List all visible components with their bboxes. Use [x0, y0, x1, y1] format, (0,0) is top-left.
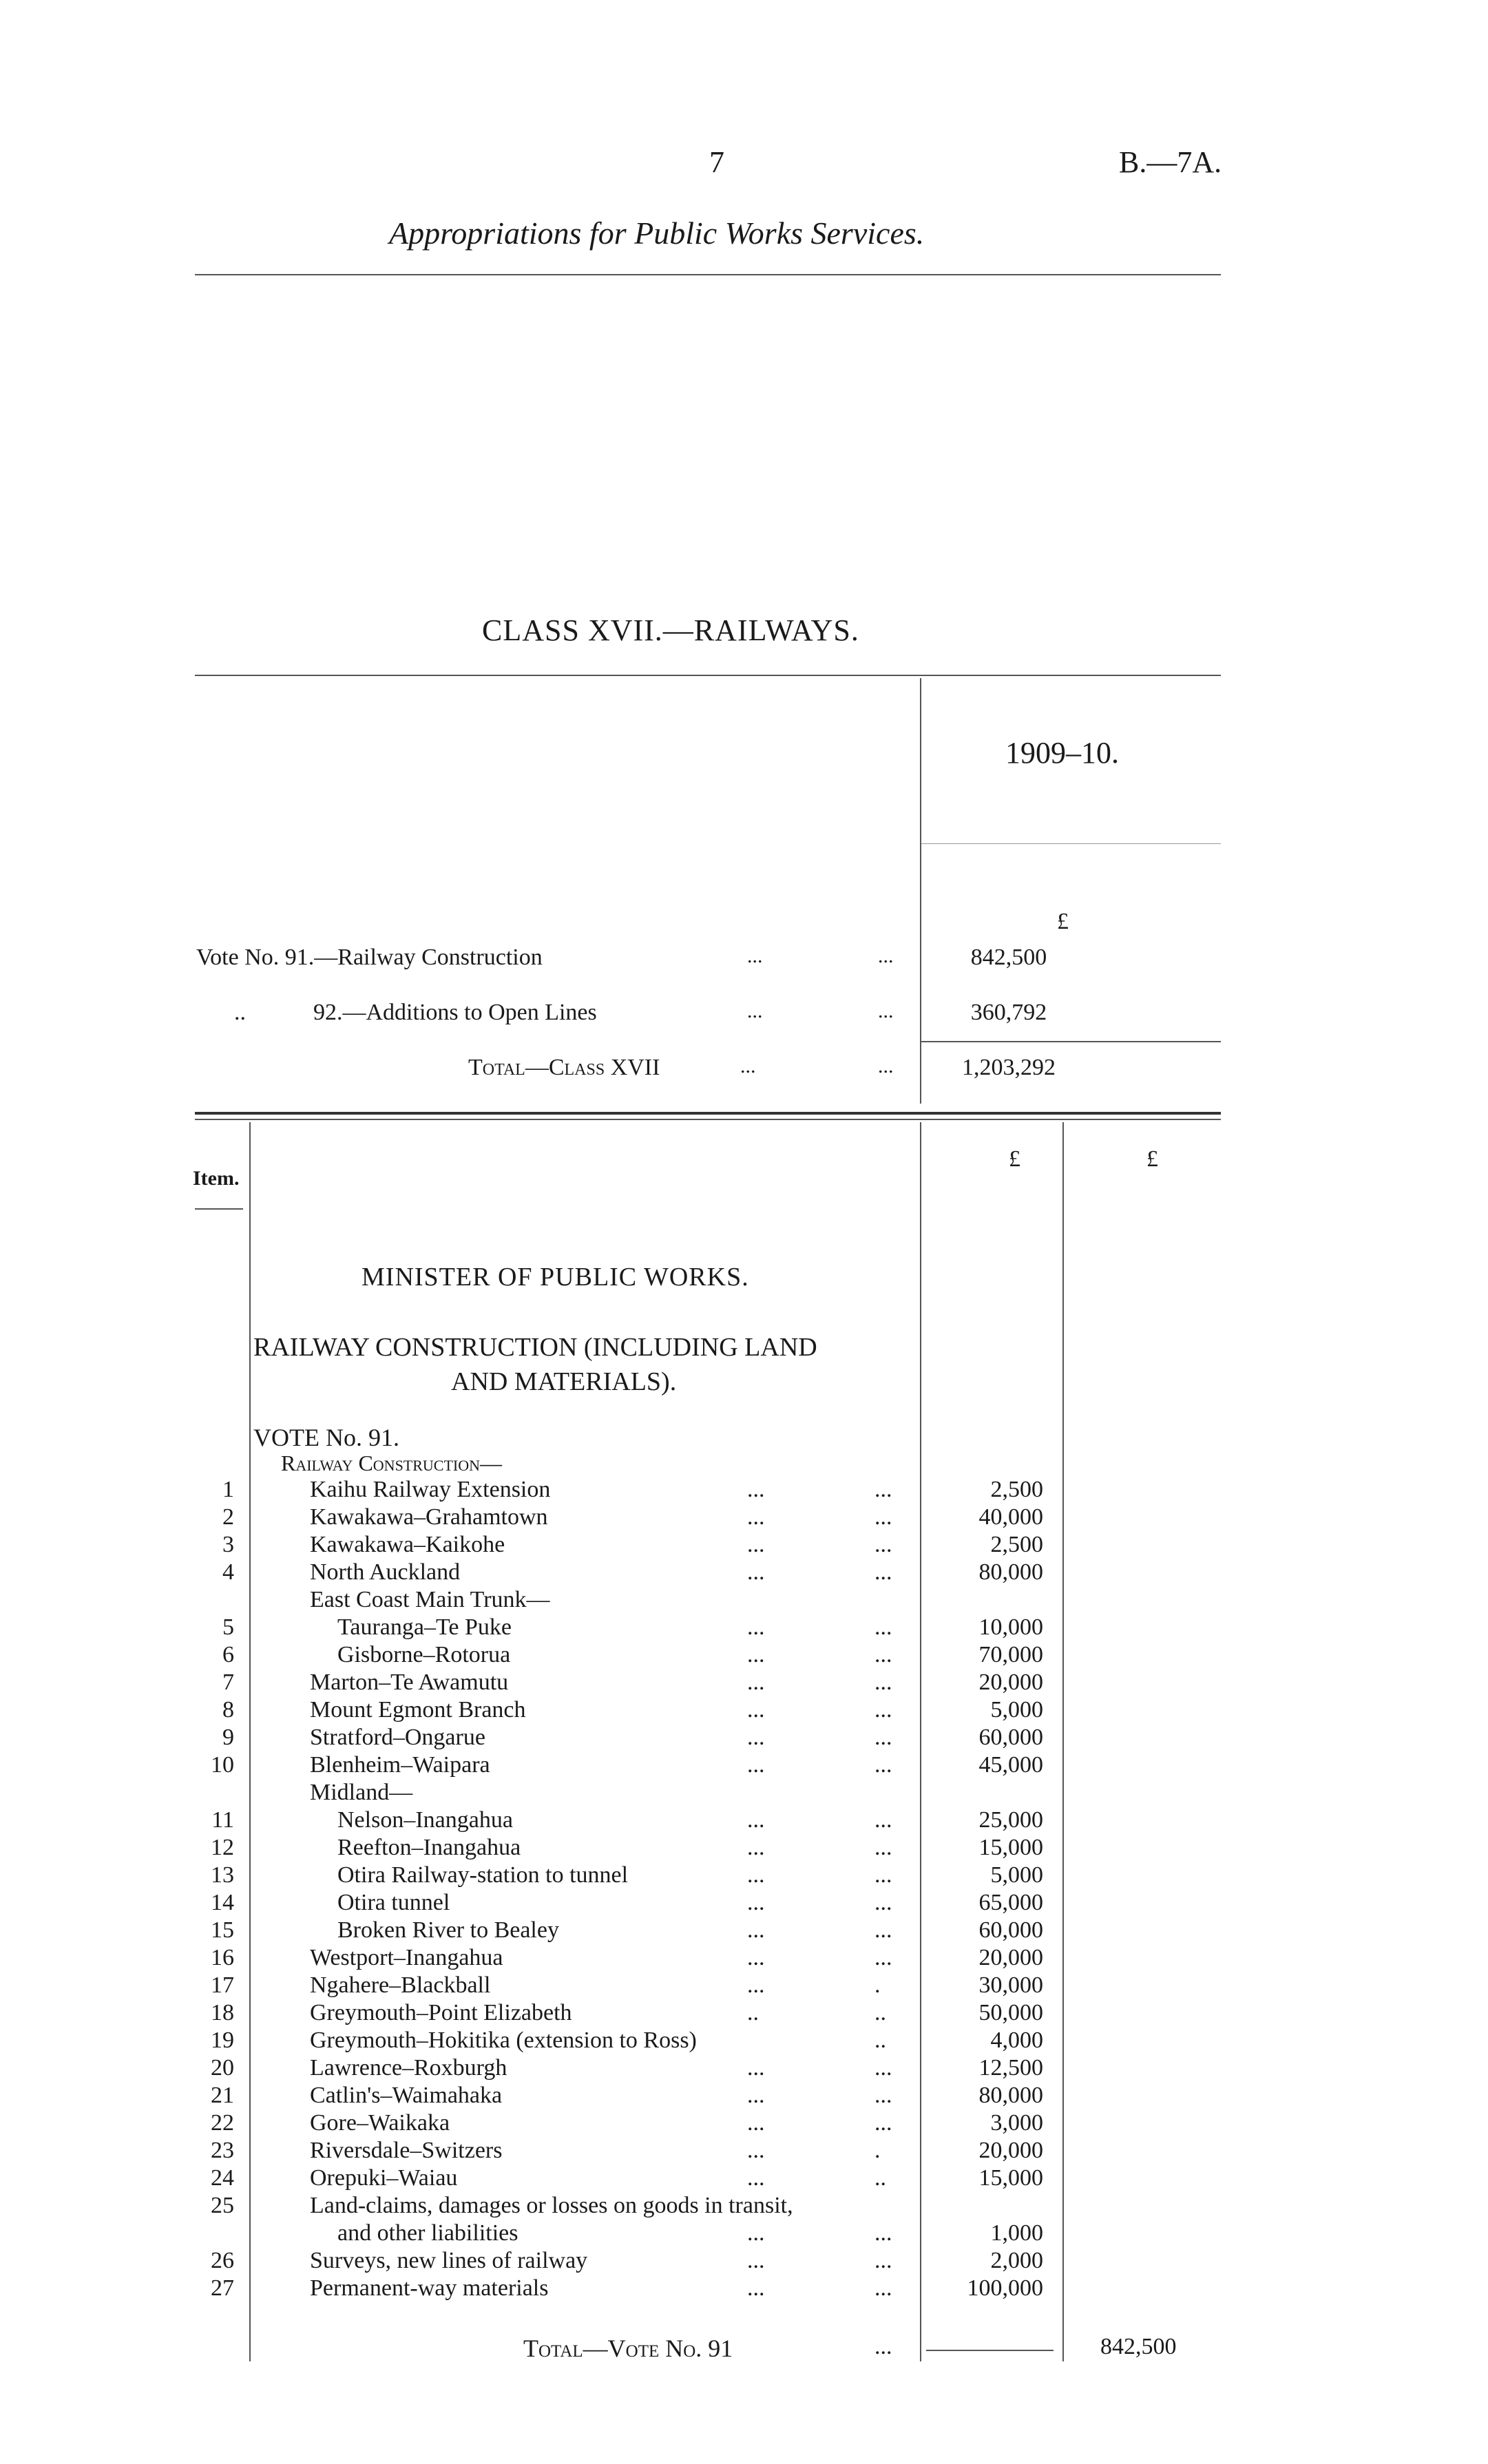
- item-label: Ngahere–Blackball: [310, 1972, 491, 1998]
- leader-dots: ..: [874, 2000, 886, 2025]
- item-label: Orepuki–Waiau: [310, 2165, 458, 2191]
- item-amount: 15,000: [978, 2165, 1043, 2191]
- table-row: [0, 2165, 1488, 2193]
- item-number: 2: [222, 1504, 234, 1530]
- item-amount: 10,000: [978, 1614, 1043, 1640]
- leader-dots: ...: [874, 1752, 892, 1778]
- item-number: 15: [211, 1917, 234, 1943]
- leader-dots: ...: [747, 1614, 765, 1640]
- item-number: 14: [211, 1890, 234, 1915]
- table-row: [0, 2028, 1488, 2055]
- detail-top-rule-2: [195, 1119, 1221, 1120]
- summary-total-label: Total—Class XVII: [468, 1055, 660, 1080]
- item-number: 4: [222, 1559, 234, 1585]
- table-row: [0, 1697, 1488, 1725]
- leader-dots: ...: [747, 1972, 765, 1998]
- leader-dots: ...: [874, 1504, 892, 1530]
- item-number: 19: [211, 2028, 234, 2053]
- item-label: Greymouth–Point Elizabeth: [310, 2000, 572, 2025]
- item-amount: 4,000: [990, 2028, 1043, 2053]
- table-row: [0, 2000, 1488, 2028]
- table-row: [0, 1614, 1488, 1642]
- item-label: Lawrence–Roxburgh: [310, 2055, 507, 2081]
- leader-dots: ...: [747, 1697, 765, 1723]
- leader-dots: ...: [747, 1807, 765, 1833]
- leader-dots: ...: [874, 1835, 892, 1860]
- item-amount: 70,000: [978, 1642, 1043, 1667]
- table-row: [0, 1642, 1488, 1670]
- leader-dots: ...: [874, 1477, 892, 1502]
- leader-dots: ...: [747, 2055, 765, 2081]
- leader-dots: ...: [747, 945, 763, 967]
- minister-heading: MINISTER OF PUBLIC WORKS.: [361, 1263, 749, 1292]
- leader-dots: ...: [874, 1725, 892, 1750]
- item-amount: 2,500: [990, 1477, 1043, 1502]
- summary-total-amount: 1,203,292: [962, 1055, 1056, 1080]
- table-row: [0, 2248, 1488, 2275]
- item-number: 21: [211, 2083, 234, 2108]
- item-amount: 65,000: [978, 1890, 1043, 1915]
- ditto-mark: ..: [234, 1000, 246, 1025]
- item-number: 13: [211, 1862, 234, 1888]
- leader-dots: ...: [874, 1945, 892, 1970]
- item-amount: 20,000: [978, 1670, 1043, 1695]
- item-label: Broken River to Bealey: [337, 1917, 559, 1943]
- summary-row-label: Vote No. 91.—Railway Construction: [196, 945, 543, 970]
- item-label: Stratford–Ongarue: [310, 1725, 485, 1750]
- leader-dots: ...: [874, 2220, 892, 2246]
- item-amount: 100,000: [967, 2275, 1043, 2301]
- table-row: [0, 2110, 1488, 2138]
- group-label-east-coast: East Coast Main Trunk—: [310, 1587, 550, 1612]
- item-label: Westport–Inangahua: [310, 1945, 503, 1970]
- leader-dots: ...: [874, 2248, 892, 2273]
- table-row-continued: [0, 2220, 1488, 2248]
- table-row: [0, 1752, 1488, 1780]
- table-row: [0, 1725, 1488, 1752]
- table-row: [0, 1807, 1488, 1835]
- item-number: 10: [211, 1752, 234, 1778]
- leader-dots: ...: [874, 1917, 892, 1943]
- item-number: 24: [211, 2165, 234, 2191]
- item-number: 6: [222, 1642, 234, 1667]
- leader-dots: ...: [874, 1614, 892, 1640]
- summary-top-rule: [195, 675, 1221, 676]
- item-label: Blenheim–Waipara: [310, 1752, 490, 1778]
- item-label: Otira Railway-station to tunnel: [337, 1862, 629, 1888]
- item-number: 25: [211, 2193, 234, 2218]
- leader-dots: ..: [874, 2165, 886, 2191]
- leader-dots: ..: [747, 2000, 759, 2025]
- vote-total-amount: 842,500: [1100, 2334, 1177, 2359]
- item-label: Catlin's–Waimahaka: [310, 2083, 503, 2108]
- item-amount: 60,000: [978, 1725, 1043, 1750]
- item-amount: 15,000: [978, 1835, 1043, 1860]
- item-amount: 5,000: [990, 1697, 1043, 1723]
- item-number: 18: [211, 2000, 234, 2025]
- item-label: Permanent-way materials: [310, 2275, 549, 2301]
- section-heading: RAILWAY CONSTRUCTION (INCLUDING LAND: [253, 1333, 817, 1362]
- summary-total-rule: [921, 1041, 1221, 1042]
- leader-dots: ...: [747, 2110, 765, 2136]
- leader-dots: ...: [747, 1862, 765, 1888]
- item-amount: 20,000: [978, 2138, 1043, 2163]
- header-rule: [195, 274, 1221, 275]
- item-number: 23: [211, 2138, 234, 2163]
- item-number: 27: [211, 2275, 234, 2301]
- summary-row-label: 92.—Additions to Open Lines: [313, 1000, 597, 1025]
- item-number: 3: [222, 1532, 234, 1557]
- leader-dots: ...: [878, 1055, 894, 1077]
- leader-dots: ...: [874, 1559, 892, 1585]
- item-amount: 40,000: [978, 1504, 1043, 1530]
- summary-amount-vote-92: 360,792: [970, 1000, 1047, 1025]
- item-label: Nelson–Inangahua: [337, 1807, 513, 1833]
- item-number: 16: [211, 1945, 234, 1970]
- leader-dots: ...: [874, 1697, 892, 1723]
- leader-dots: ...: [747, 1917, 765, 1943]
- item-number: 9: [222, 1725, 234, 1750]
- item-label: Otira tunnel: [337, 1890, 450, 1915]
- group-label-midland: Midland—: [310, 1780, 413, 1805]
- table-row: [0, 1477, 1488, 1504]
- leader-dots: .: [874, 2138, 881, 2163]
- item-label: Tauranga–Te Puke: [337, 1614, 512, 1640]
- leader-dots: ...: [878, 1000, 894, 1022]
- table-row: [0, 1945, 1488, 1972]
- summary-row-total: [468, 1055, 892, 1081]
- item-label: Kaihu Railway Extension: [310, 1477, 551, 1502]
- leader-dots: ...: [874, 2275, 892, 2301]
- leader-dots: ...: [874, 2334, 892, 2359]
- table-row: [0, 1917, 1488, 1945]
- item-number: 1: [222, 1477, 234, 1502]
- vote-heading: VOTE No. 91.: [253, 1424, 399, 1451]
- item-header-underline: [195, 1208, 243, 1210]
- leader-dots: ...: [747, 1890, 765, 1915]
- item-label: Greymouth–Hokitika (extension to Ross): [310, 2028, 697, 2053]
- table-row: [0, 1670, 1488, 1697]
- item-amount: 20,000: [978, 1945, 1043, 1970]
- item-amount: 2,500: [990, 1532, 1043, 1557]
- leader-dots: ...: [747, 1670, 765, 1695]
- item-amount: 50,000: [978, 2000, 1043, 2025]
- document-reference: B.—7A.: [1119, 145, 1222, 179]
- leader-dots: ...: [878, 945, 894, 967]
- item-amount: 2,000: [990, 2248, 1043, 2273]
- table-row: [0, 2193, 1488, 2220]
- vote-total-label: Total—Vote No. 91: [523, 2335, 733, 2362]
- item-number: 20: [211, 2055, 234, 2081]
- class-title: CLASS XVII.—RAILWAYS.: [482, 613, 859, 647]
- leader-dots: ...: [747, 1477, 765, 1502]
- leader-dots: ...: [747, 1752, 765, 1778]
- table-row: [0, 2275, 1488, 2303]
- item-label: Reefton–Inangahua: [337, 1835, 521, 1860]
- item-amount: 80,000: [978, 2083, 1043, 2108]
- leader-dots: ...: [874, 1862, 892, 1888]
- item-number: 11: [211, 1807, 234, 1833]
- table-row: [0, 2083, 1488, 2110]
- item-number: 17: [211, 1972, 234, 1998]
- table-row: [0, 1890, 1488, 1917]
- leader-dots: ...: [747, 1532, 765, 1557]
- leader-dots: ...: [740, 1055, 756, 1077]
- item-amount: 30,000: [978, 1972, 1043, 1998]
- table-row: [0, 1862, 1488, 1890]
- leader-dots: ...: [747, 1504, 765, 1530]
- table-row: [0, 2055, 1488, 2083]
- leader-dots: ...: [874, 1670, 892, 1695]
- section-heading-continued: AND MATERIALS).: [451, 1367, 677, 1396]
- item-amount: 45,000: [978, 1752, 1043, 1778]
- leader-dots: .: [874, 1972, 881, 1998]
- item-label-continued: and other liabilities: [337, 2220, 518, 2246]
- leader-dots: ...: [747, 2275, 765, 2301]
- leader-dots: ...: [747, 1835, 765, 1860]
- table-row: [0, 1835, 1488, 1862]
- leader-dots: ...: [747, 1000, 763, 1022]
- leader-dots: ...: [747, 2083, 765, 2108]
- summary-column-divider: [920, 678, 921, 1104]
- leader-dots: ...: [874, 2083, 892, 2108]
- page-number: 7: [709, 145, 724, 179]
- year-underline: [921, 843, 1221, 844]
- total-rule: [926, 2350, 1054, 2351]
- leader-dots: ...: [874, 2055, 892, 2081]
- item-amount: 25,000: [978, 1807, 1043, 1833]
- currency-column-2: £: [1146, 1146, 1158, 1172]
- detail-top-rule: [195, 1112, 1221, 1115]
- item-amount: 5,000: [990, 1862, 1043, 1888]
- item-label: Marton–Te Awamutu: [310, 1670, 509, 1695]
- leader-dots: ...: [747, 1642, 765, 1667]
- item-label: Land-claims, damages or losses on goods in transit,: [310, 2193, 793, 2218]
- subsection-heading: Railway Construction—: [281, 1451, 503, 1475]
- item-number: 7: [222, 1670, 234, 1695]
- leader-dots: ...: [874, 2110, 892, 2136]
- table-row: [0, 1972, 1488, 2000]
- leader-dots: ...: [874, 1642, 892, 1667]
- leader-dots: ...: [747, 2220, 765, 2246]
- item-label: Riversdale–Switzers: [310, 2138, 503, 2163]
- table-row: [0, 2138, 1488, 2165]
- leader-dots: ...: [874, 1532, 892, 1557]
- leader-dots: ...: [874, 1807, 892, 1833]
- item-amount: 60,000: [978, 1917, 1043, 1943]
- leader-dots: ...: [747, 1945, 765, 1970]
- running-title: Appropriations for Public Works Services.: [389, 215, 925, 251]
- item-label: Mount Egmont Branch: [310, 1697, 526, 1723]
- leader-dots: ...: [874, 1890, 892, 1915]
- leader-dots: ..: [874, 2028, 886, 2053]
- item-column-header: Item.: [193, 1167, 240, 1190]
- item-label: Gisborne–Rotorua: [337, 1642, 511, 1667]
- summary-currency: £: [1057, 909, 1069, 934]
- leader-dots: ...: [747, 1725, 765, 1750]
- leader-dots: ...: [747, 1559, 765, 1585]
- leader-dots: ...: [747, 2248, 765, 2273]
- item-label: North Auckland: [310, 1559, 461, 1585]
- currency-column-1: £: [1009, 1146, 1020, 1172]
- item-amount: 1,000: [990, 2220, 1043, 2246]
- item-number: 22: [211, 2110, 234, 2136]
- item-label: Kawakawa–Grahamtown: [310, 1504, 548, 1530]
- item-label: Gore–Waikaka: [310, 2110, 450, 2136]
- summary-row-vote-91: [196, 945, 892, 971]
- item-label: Surveys, new lines of railway: [310, 2248, 588, 2273]
- table-row: [0, 1532, 1488, 1559]
- item-amount: 3,000: [990, 2110, 1043, 2136]
- table-row: [0, 1504, 1488, 1532]
- item-number: 26: [211, 2248, 234, 2273]
- summary-amount-vote-91: 842,500: [970, 945, 1047, 970]
- item-number: 8: [222, 1697, 234, 1723]
- item-number: 12: [211, 1835, 234, 1860]
- item-amount: 80,000: [978, 1559, 1043, 1585]
- leader-dots: ...: [747, 2165, 765, 2191]
- item-label: Kawakawa–Kaikohe: [310, 1532, 505, 1557]
- item-amount: 12,500: [978, 2055, 1043, 2081]
- item-number: 5: [222, 1614, 234, 1640]
- summary-row-vote-92: [234, 1000, 894, 1026]
- leader-dots: ...: [747, 2138, 765, 2163]
- year-heading: 1909–10.: [1005, 736, 1119, 770]
- table-row: [0, 1559, 1488, 1587]
